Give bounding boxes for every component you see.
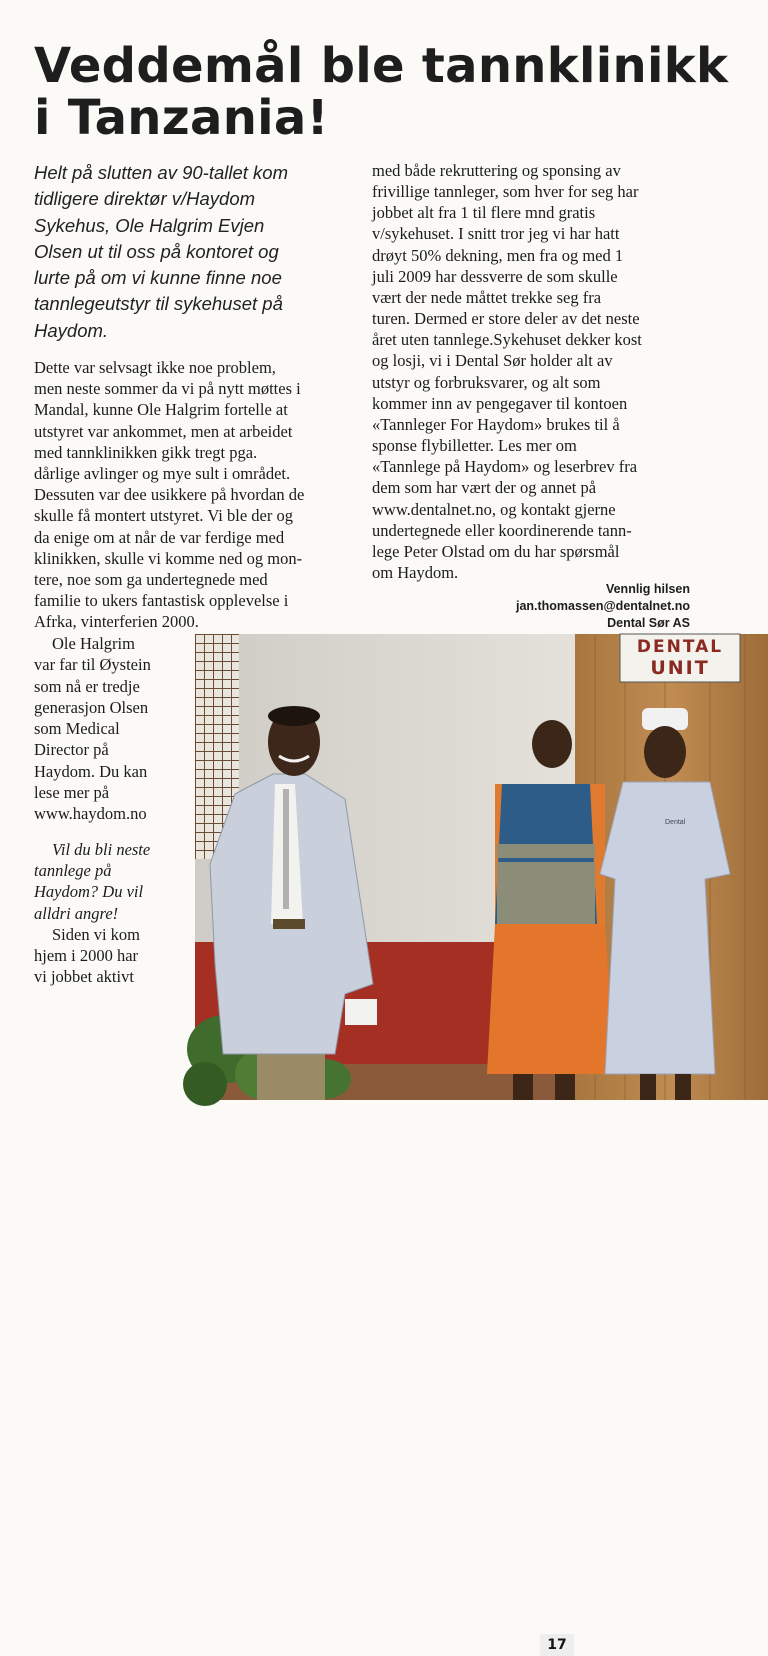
lead-line: Olsen ut til oss på kontoret og — [34, 240, 279, 262]
body-line: jobbet alt fra 1 til flere mnd gratis — [372, 203, 596, 223]
body-line: sponse flybilletter. Les mer om — [372, 436, 577, 456]
article-lead — [34, 160, 352, 344]
lead-line: tidligere direktør v/Haydom — [34, 188, 256, 210]
body-line: Afrka, vinterferien 2000. — [34, 612, 199, 632]
body-line: Siden vi kom — [52, 924, 141, 944]
clinic-photo-illustration — [195, 634, 768, 1100]
body-column-left — [34, 357, 364, 633]
article-headline — [34, 40, 754, 144]
body-line: men neste sommer da vi på nytt møttes i — [34, 379, 301, 399]
body-line: da enige om at når de var ferdige med — [34, 527, 285, 547]
lead-line: Helt på slutten av 90-tallet kom — [34, 162, 288, 183]
body-line: med tannklinikken gikk tregt pga. — [34, 442, 258, 462]
body-line: www.dentalnet.no, og kontakt gjerne — [372, 499, 616, 519]
body-column-narrow — [34, 633, 192, 988]
paragraph-gap — [34, 825, 192, 839]
body-line: kommer inn av pengegaver til kontoen — [372, 393, 628, 413]
body-line: var far til Øystein — [34, 655, 151, 675]
body-line: som Medical — [34, 719, 120, 739]
body-line: skulle få montert utstyret. Vi ble der og — [34, 506, 293, 526]
body-line: Mandal, kunne Ole Halgrim fortelle at — [34, 400, 288, 420]
body-line: frivillige tannleger, som hver for seg har — [372, 182, 639, 202]
body-line: dårlige avlinger og mye sult i området. — [34, 464, 291, 484]
body-line: året uten tannlege.Sykehuset dekker kost — [372, 330, 642, 350]
body-line: «Tannlege på Haydom» og leserbrev fra — [372, 457, 638, 477]
body-line: klinikken, skulle vi komme ned og mon- — [34, 548, 303, 568]
body-line: utstyret var ankommet, men at arbeidet — [34, 421, 293, 441]
body-line: med både rekruttering og sponsing av — [372, 161, 621, 180]
body-link: www.haydom.no — [34, 804, 147, 824]
body-line: som nå er tredje — [34, 676, 140, 696]
question-line: alldri angre! — [34, 903, 119, 923]
coat-badge-text: Dental — [665, 819, 686, 826]
body-line: hjem i 2000 har — [34, 946, 139, 966]
body-line: Dette var selvsagt ikke noe problem, — [34, 358, 276, 377]
question-line: Vil du bli neste — [52, 839, 151, 859]
signature-block — [516, 581, 690, 632]
body-line: drøyt 50% dekning, men fra og med 1 — [372, 245, 624, 265]
body-line: «Tannleger For Haydom» brukes til å — [372, 414, 620, 434]
body-line: Dessuten var dee usikkere på hvordan de — [34, 485, 305, 505]
body-line: Director på — [34, 740, 109, 760]
body-line: juli 2009 har dessverre de som skulle — [372, 266, 618, 286]
signature-company: Dental Sør AS — [607, 616, 690, 630]
body-line: undertegnede eller koordinerende tann- — [372, 520, 632, 540]
sign-text-line2: UNIT — [650, 657, 710, 679]
body-line: familie to ukers fantastisk opplevelse i — [34, 591, 289, 611]
lead-line: tannlegeutstyr til sykehuset på — [34, 293, 283, 315]
question-line: Haydom? Du vil — [34, 882, 144, 902]
signature-greeting: Vennlig hilsen — [605, 582, 690, 596]
body-line: v/sykehuset. I snitt tror jeg vi har hatt — [372, 224, 620, 244]
body-line: vi jobbet aktivt — [34, 967, 134, 987]
sign-text-line1: DENTAL — [636, 637, 724, 657]
signature-email: jan.thomassen@dentalnet.no — [515, 599, 690, 613]
question-line: tannlege på — [34, 860, 112, 880]
body-line: lege Peter Olstad om du har spørsmål — [372, 541, 620, 561]
body-column-right — [372, 160, 702, 583]
clinic-photo — [195, 634, 768, 1653]
body-line: tere, noe som ga undertegnede med — [34, 570, 268, 590]
body-line: turen. Dermed er store deler av det neste — [372, 309, 640, 329]
body-line: og losji, vi i Dental Sør holder alt av — [372, 351, 613, 371]
lead-line: Haydom. — [34, 319, 109, 341]
body-line: vært der nede måttet trekke seg fra — [372, 287, 602, 307]
body-line: om Haydom. — [372, 562, 459, 582]
body-line: dem som har vært der og annet på — [372, 478, 597, 498]
body-line: Ole Halgrim — [52, 634, 135, 653]
lead-line: Sykehus, Ole Halgrim Evjen — [34, 214, 265, 236]
headline-line: i Tanzania! — [34, 90, 329, 146]
headline-line: Veddemål ble tannklinikk — [34, 38, 729, 94]
body-line: lese mer på — [34, 783, 110, 803]
body-line: utstyr og forbruksvarer, og alt som — [372, 372, 601, 392]
lead-line: lurte på om vi kunne finne noe — [34, 267, 282, 289]
body-line: generasjon Olsen — [34, 697, 149, 717]
page-number: 17 — [540, 1634, 574, 1656]
body-line: Haydom. Du kan — [34, 761, 148, 781]
